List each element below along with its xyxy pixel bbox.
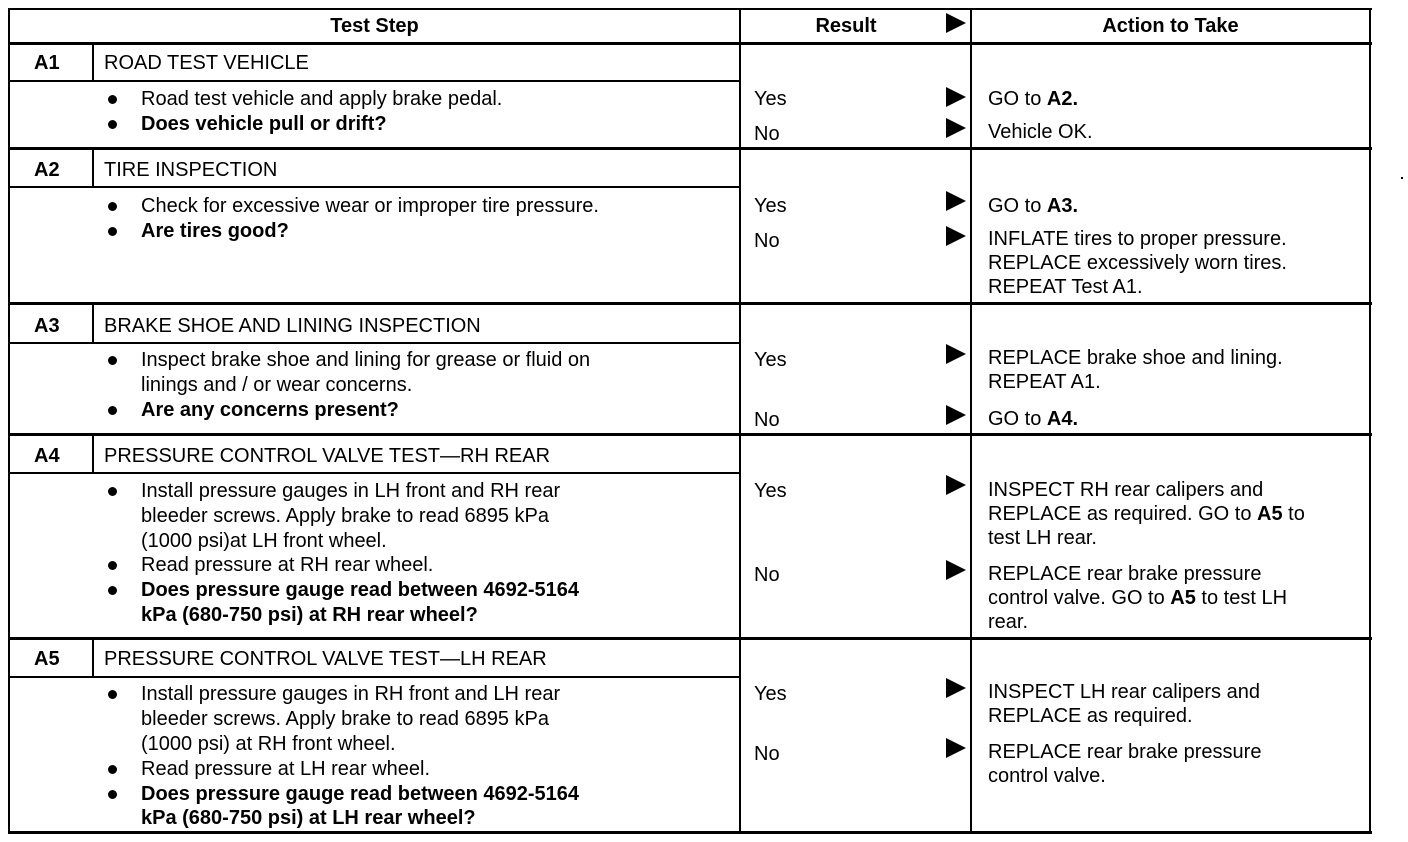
title-divider-a5 xyxy=(8,676,741,678)
action-a1-yes: GO to A2. xyxy=(988,88,1079,110)
step-id-a4: A4 xyxy=(34,445,60,467)
title-divider-a1 xyxy=(8,80,741,82)
action-a3-yes-line2: REPEAT A1. xyxy=(988,371,1101,393)
bullet-icon xyxy=(108,120,117,129)
action-column-divider xyxy=(970,8,972,834)
bullet-icon xyxy=(108,690,117,699)
result-yes-a1: Yes xyxy=(754,88,787,110)
action-a3-yes-line1: REPLACE brake shoe and lining. xyxy=(988,347,1283,369)
action-a2-yes: GO to A3. xyxy=(988,195,1079,217)
bullet-icon xyxy=(108,487,117,496)
step-text-line: Inspect brake shoe and lining for grease or fluid on xyxy=(141,349,591,371)
result-no-a2: No xyxy=(754,230,780,252)
step-text-line: Read pressure at RH rear wheel. xyxy=(141,554,434,576)
id-divider-a5 xyxy=(92,639,94,678)
action-a2-no-line3: REPEAT Test A1. xyxy=(988,276,1143,298)
id-divider-a4 xyxy=(92,435,94,474)
step-title-a1: ROAD TEST VEHICLE xyxy=(104,52,309,74)
row-divider-a3 xyxy=(8,433,1372,436)
arrow-icon xyxy=(946,118,966,138)
title-divider-a3 xyxy=(8,342,741,344)
header-result: Result xyxy=(815,15,877,37)
action-a4-no-line2: control valve. GO to A5 to test LH xyxy=(988,587,1288,609)
action-a3-no: GO to A4. xyxy=(988,408,1079,430)
step-title-a5: PRESSURE CONTROL VALVE TEST—LH REAR xyxy=(104,648,547,670)
step-question: Are any concerns present? xyxy=(141,399,399,421)
bullet-icon xyxy=(108,790,117,799)
step-id-a3: A3 xyxy=(34,315,60,337)
action-a4-yes-line1: INSPECT RH rear calipers and xyxy=(988,479,1264,501)
step-text-line: Road test vehicle and apply brake pedal. xyxy=(141,88,503,110)
step-question: Are tires good? xyxy=(141,220,289,242)
step-question: kPa (680-750 psi) at RH rear wheel? xyxy=(141,604,478,626)
result-no-a5: No xyxy=(754,743,780,765)
header-action: Action to Take xyxy=(1102,15,1239,37)
header-divider xyxy=(8,42,1372,45)
id-divider-a3 xyxy=(92,304,94,344)
step-question: Does pressure gauge read between 4692-5164 xyxy=(141,579,579,601)
step-question: kPa (680-750 psi) at LH rear wheel? xyxy=(141,807,476,829)
table-border-bottom xyxy=(8,831,1372,834)
arrow-icon xyxy=(946,405,966,425)
row-divider-a2 xyxy=(8,302,1372,305)
result-yes-a3: Yes xyxy=(754,349,787,371)
bullet-icon xyxy=(108,95,117,104)
result-yes-a5: Yes xyxy=(754,683,787,705)
result-no-a3: No xyxy=(754,409,780,431)
step-text-line: Install pressure gauges in LH front and RH rear xyxy=(141,480,561,502)
step-id-a2: A2 xyxy=(34,159,60,181)
action-a5-yes-line2: REPLACE as required. xyxy=(988,705,1193,727)
action-a5-no-line2: control valve. xyxy=(988,765,1106,787)
step-text-line: (1000 psi)at LH front wheel. xyxy=(141,530,387,552)
id-divider-a1 xyxy=(92,44,94,82)
action-a4-yes-line2: REPLACE as required. GO to A5 to xyxy=(988,503,1305,525)
step-title-a3: BRAKE SHOE AND LINING INSPECTION xyxy=(104,315,481,337)
result-no-a1: No xyxy=(754,123,780,145)
row-divider-a1 xyxy=(8,147,1372,150)
arrow-icon xyxy=(946,560,966,580)
step-question: Does pressure gauge read between 4692-5164 xyxy=(141,783,579,805)
step-text-line: bleeder screws. Apply brake to read 6895 kPa xyxy=(141,708,550,730)
title-divider-a4 xyxy=(8,472,741,474)
bullet-icon xyxy=(108,561,117,570)
bullet-icon xyxy=(108,406,117,415)
arrow-icon xyxy=(946,738,966,758)
step-text-line: (1000 psi) at RH front wheel. xyxy=(141,733,396,755)
action-a4-no-line1: REPLACE rear brake pressure xyxy=(988,563,1262,585)
step-text-line: Install pressure gauges in RH front and LH rear xyxy=(141,683,561,705)
step-id-a1: A1 xyxy=(34,52,60,74)
step-id-a5: A5 xyxy=(34,648,60,670)
bullet-icon xyxy=(108,227,117,236)
arrow-icon xyxy=(946,678,966,698)
step-title-a2: TIRE INSPECTION xyxy=(104,159,278,181)
scan-speck xyxy=(1401,177,1403,179)
arrow-icon xyxy=(946,87,966,107)
result-no-a4: No xyxy=(754,564,780,586)
action-a5-yes-line1: INSPECT LH rear calipers and xyxy=(988,681,1260,703)
step-text-line: linings and / or wear concerns. xyxy=(141,374,413,396)
row-divider-a4 xyxy=(8,637,1372,640)
result-yes-a4: Yes xyxy=(754,480,787,502)
header-arrow-icon xyxy=(946,13,966,33)
action-a4-no-line3: rear. xyxy=(988,611,1029,633)
action-a2-no-line1: INFLATE tires to proper pressure. xyxy=(988,228,1287,250)
result-yes-a2: Yes xyxy=(754,195,787,217)
step-text-line: Read pressure at LH rear wheel. xyxy=(141,758,431,780)
arrow-icon xyxy=(946,226,966,246)
action-a2-no-line2: REPLACE excessively worn tires. xyxy=(988,252,1287,274)
bullet-icon xyxy=(108,356,117,365)
title-divider-a2 xyxy=(8,186,741,188)
step-title-a4: PRESSURE CONTROL VALVE TEST—RH REAR xyxy=(104,445,551,467)
step-text-line: Check for excessive wear or improper tire pressure. xyxy=(141,195,599,217)
step-text-line: bleeder screws. Apply brake to read 6895 kPa xyxy=(141,505,550,527)
table-border-left xyxy=(8,8,10,834)
bullet-icon xyxy=(108,202,117,211)
id-divider-a2 xyxy=(92,149,94,188)
header-test-step: Test Step xyxy=(330,15,419,37)
result-column-divider xyxy=(739,8,741,834)
action-a5-no-line1: REPLACE rear brake pressure xyxy=(988,741,1262,763)
arrow-icon xyxy=(946,475,966,495)
action-a4-yes-line3: test LH rear. xyxy=(988,527,1097,549)
step-question: Does vehicle pull or drift? xyxy=(141,113,387,135)
arrow-icon xyxy=(946,191,966,211)
bullet-icon xyxy=(108,586,117,595)
bullet-icon xyxy=(108,765,117,774)
table-border-top xyxy=(8,8,1372,10)
arrow-icon xyxy=(946,344,966,364)
table-border-right xyxy=(1369,8,1371,834)
action-a1-no: Vehicle OK. xyxy=(988,121,1093,143)
